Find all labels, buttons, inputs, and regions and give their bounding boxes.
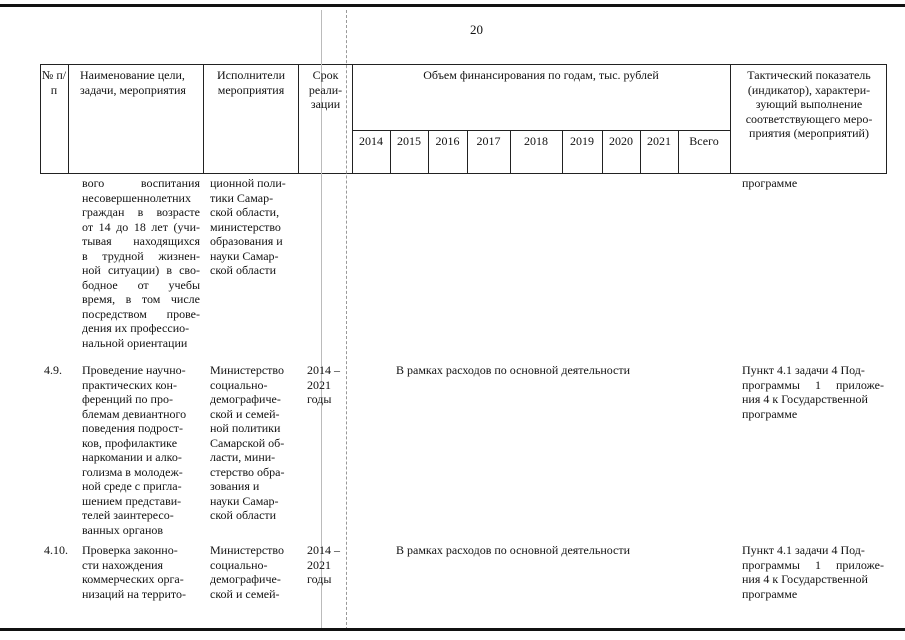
- row-num: 4.9.: [44, 363, 62, 377]
- header-name: Наименование цели, задачи, мероприятия: [80, 68, 186, 97]
- header-year-2015: 2015: [397, 134, 421, 148]
- row-executors: ционной поли- тики Самар- ской области, министерство образования и науки Самар- ской области: [210, 176, 286, 277]
- header-year-2019: 2019: [570, 134, 594, 148]
- header-indicator: Тактический показатель (индикатор), характери-зующий выполнение соответствующего меро-приятия (мероприятий): [745, 68, 873, 140]
- header-year-2018: 2018: [524, 134, 548, 148]
- header-num: № п/п: [41, 68, 67, 97]
- row-indicator: программе: [742, 176, 798, 190]
- header-year-2017: 2017: [476, 134, 501, 148]
- header-year-2016: 2016: [435, 134, 460, 148]
- row-financing: В рамках расходов по основной деятельности: [396, 363, 631, 377]
- row-indicator: Пункт 4.1 задачи 4 Под- программы 1 приложе- ния 4 к Государственной программе: [742, 543, 884, 601]
- row-executors: Министерство социально- демографиче- ской и семей- ной политики Самарской об- ласти, мини- стерство обра- зования и науки Самар- ской области: [210, 363, 285, 522]
- row-name: Проведение научно- практических кон- ференций по про- блемам девиантного поведения подрост- ков, профилактике наркомании и алко- голизма в молодеж- ной среде с пригла- шением представи- телей заинтересо- ванных органов: [82, 363, 187, 537]
- row-indicator: Пункт 4.1 задачи 4 Под- программы 1 приложе- ния 4 к Государственной программе: [742, 363, 884, 421]
- header-total: Всего: [689, 134, 719, 148]
- row-num: 4.10.: [44, 543, 68, 557]
- header-year-2014: 2014: [359, 134, 383, 148]
- row-term: 2014 – 2021 годы: [307, 543, 340, 586]
- row-term: 2014 – 2021 годы: [307, 363, 340, 406]
- page-number: 20: [470, 22, 483, 37]
- row-financing: В рамках расходов по основной деятельности: [396, 543, 631, 557]
- header-year-2021: 2021: [647, 134, 671, 148]
- row-executors: Министерство социально- демографиче- ской и семей-: [210, 543, 284, 601]
- bottom-border: [0, 628, 905, 631]
- top-border: [0, 4, 905, 7]
- header-executors: Исполнители мероприятия: [216, 68, 286, 97]
- row-name: вого воспитания несовершеннолетних граждан в возрасте от 14 до 18 лет (учи- тывая находящихся в трудной жизнен- ной ситуации) в сво- бодное от учебы время, в том числе посредством прове- дения их профессио- нальной ориентации: [82, 176, 200, 350]
- row-name: Проверка законно- сти нахождения коммерческих орга- низаций на террито-: [82, 543, 186, 601]
- header-financing: Объем финансирования по годам, тыс. рублей: [423, 68, 659, 82]
- header-term: Срок реали-зации: [308, 68, 343, 111]
- header-year-2020: 2020: [609, 134, 633, 148]
